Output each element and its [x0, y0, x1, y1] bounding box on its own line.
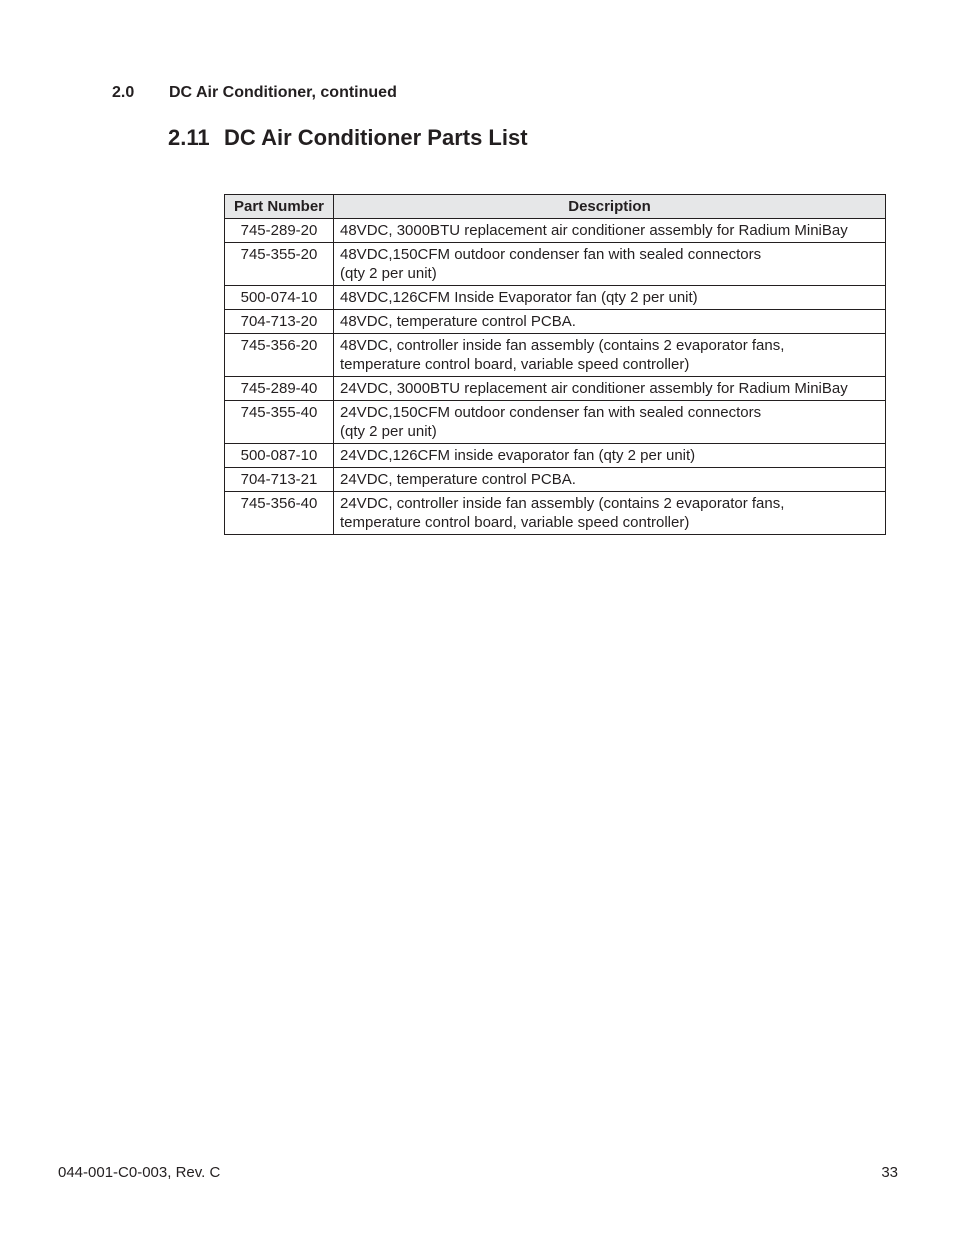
description-line: (qty 2 per unit) [340, 423, 437, 440]
table-row [225, 243, 886, 286]
table-row [225, 377, 886, 401]
table-row [225, 310, 886, 334]
description-line: 48VDC, controller inside fan assembly (contains 2 evaporator fans, [340, 337, 785, 354]
part-number-cell: 704-713-20 [225, 310, 334, 334]
description-cell [334, 219, 886, 243]
description-cell [334, 492, 886, 535]
description-cell [334, 286, 886, 310]
description-line: 48VDC, temperature control PCBA. [340, 313, 576, 330]
table-header-row [225, 195, 886, 219]
table-row [225, 401, 886, 444]
table-row [225, 219, 886, 243]
description-cell [334, 444, 886, 468]
description-cell [334, 243, 886, 286]
description-line: 24VDC,150CFM outdoor condenser fan with sealed connectors [340, 404, 762, 421]
part-number-cell: 500-087-10 [225, 444, 334, 468]
column-header-description: Description [334, 195, 886, 219]
description-line: 48VDC, 3000BTU replacement air conditioner assembly for Radium MiniBay [340, 222, 848, 239]
footer-page-number: 33 [881, 1164, 898, 1181]
description-line: 48VDC,150CFM outdoor condenser fan with sealed connectors [340, 246, 762, 263]
table-row [225, 334, 886, 377]
parts-table [224, 194, 886, 535]
table-row [225, 492, 886, 535]
description-line: (qty 2 per unit) [340, 265, 437, 282]
description-line: 48VDC,126CFM Inside Evaporator fan (qty 2 per unit) [340, 289, 698, 306]
section-header [112, 84, 397, 102]
part-number-cell: 745-355-40 [225, 401, 334, 444]
section-number: 2.0 [112, 84, 135, 101]
description-cell [334, 334, 886, 377]
description-line: 24VDC,126CFM inside evaporator fan (qty 2 per unit) [340, 447, 696, 464]
table-row [225, 444, 886, 468]
description-line: 24VDC, temperature control PCBA. [340, 471, 576, 488]
description-line: temperature control board, variable speed controller) [340, 356, 690, 373]
subsection-number: 2.11 [168, 125, 210, 150]
part-number-cell: 745-289-20 [225, 219, 334, 243]
page-title [168, 125, 528, 151]
part-number-cell: 704-713-21 [225, 468, 334, 492]
description-cell [334, 468, 886, 492]
description-cell [334, 310, 886, 334]
description-cell [334, 401, 886, 444]
part-number-cell: 745-356-40 [225, 492, 334, 535]
description-line: 24VDC, 3000BTU replacement air conditioner assembly for Radium MiniBay [340, 380, 848, 397]
part-number-cell: 745-355-20 [225, 243, 334, 286]
part-number-cell: 500-074-10 [225, 286, 334, 310]
column-header-part-number: Part Number [225, 195, 334, 219]
part-number-cell: 745-356-20 [225, 334, 334, 377]
footer-doc-number: 044-001-C0-003, Rev. C [58, 1164, 221, 1181]
parts-table-body [225, 219, 886, 535]
subsection-title: DC Air Conditioner Parts List [224, 125, 528, 150]
description-line: 24VDC, controller inside fan assembly (contains 2 evaporator fans, [340, 495, 785, 512]
section-title: DC Air Conditioner, continued [169, 84, 397, 101]
table-row [225, 286, 886, 310]
table-row [225, 468, 886, 492]
description-cell [334, 377, 886, 401]
description-line: temperature control board, variable speed controller) [340, 514, 690, 531]
part-number-cell: 745-289-40 [225, 377, 334, 401]
